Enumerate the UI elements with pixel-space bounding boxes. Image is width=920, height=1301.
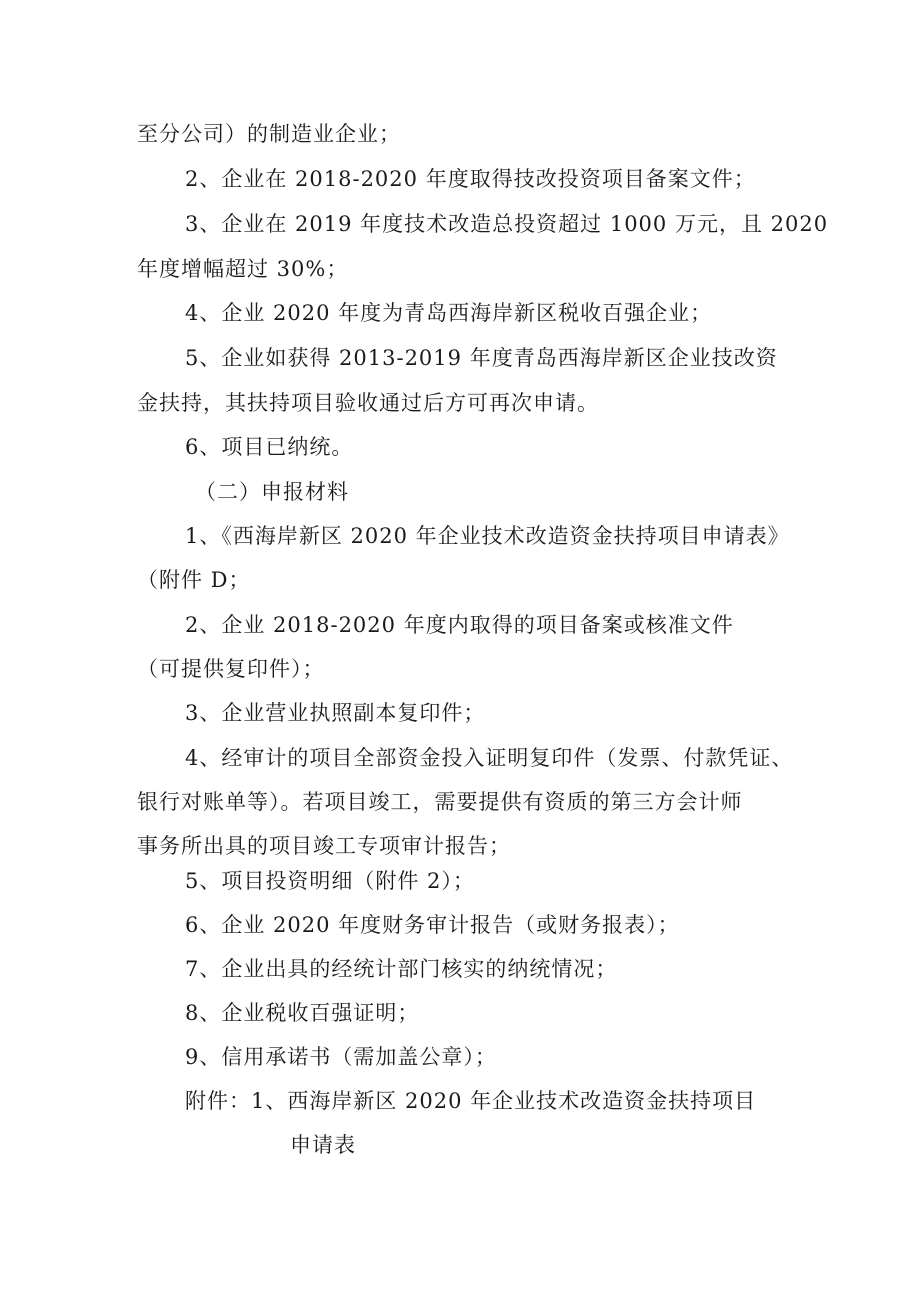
- text-line: 6、项目已纳统。: [185, 435, 354, 459]
- text-line: 4、经审计的项目全部资金投入证明复印件（发票、付款凭证、: [185, 746, 794, 770]
- attachment-line: 附件：1、西海岸新区 2020 年企业技术改造资金扶持项目: [185, 1089, 757, 1113]
- text-line: 2、企业在 2018-2020 年度取得技改投资项目备案文件；: [185, 167, 756, 191]
- text-line: 9、信用承诺书（需加盖公章）；: [185, 1045, 497, 1069]
- text-line: 5、企业如获得 2013-2019 年度青岛西海岸新区企业技改资: [185, 346, 778, 370]
- text-line: 年度增幅超过 30%；: [137, 257, 349, 281]
- text-line: 3、企业在 2019 年度技术改造总投资超过 1000 万元，且 2020: [185, 212, 829, 236]
- text-line: 事务所出具的项目竣工专项审计报告；: [137, 834, 511, 858]
- section-heading: （二）申报材料: [195, 480, 349, 504]
- text-line: 3、企业营业执照副本复印件；: [185, 701, 486, 725]
- text-line: 7、企业出具的经统计部门核实的纳统情况；: [185, 957, 618, 981]
- text-line: （附件 D；: [137, 568, 251, 592]
- text-line: 金扶持，其扶持项目验收通过后方可再次申请。: [137, 391, 599, 415]
- text-line: 1、《西海岸新区 2020 年企业技术改造资金扶持项目申请表》: [185, 524, 790, 548]
- text-line: 2、企业 2018-2020 年度内取得的项目备案或核准文件: [185, 613, 734, 637]
- text-line: 6、企业 2020 年度财务审计报告（或财务报表）；: [185, 913, 680, 937]
- text-line: 4、企业 2020 年度为青岛西海岸新区税收百强企业；: [185, 301, 713, 325]
- text-line: （可提供复印件）；: [137, 657, 325, 681]
- text-line: 至分公司）的制造业企业；: [137, 122, 401, 146]
- text-line: 银行对账单等）。若项目竣工，需要提供有资质的第三方会计师: [137, 790, 743, 814]
- attachment-line: 申请表: [290, 1133, 356, 1157]
- text-line: 8、企业税收百强证明；: [185, 1001, 420, 1025]
- text-line: 5、项目投资明细（附件 2）；: [185, 869, 475, 893]
